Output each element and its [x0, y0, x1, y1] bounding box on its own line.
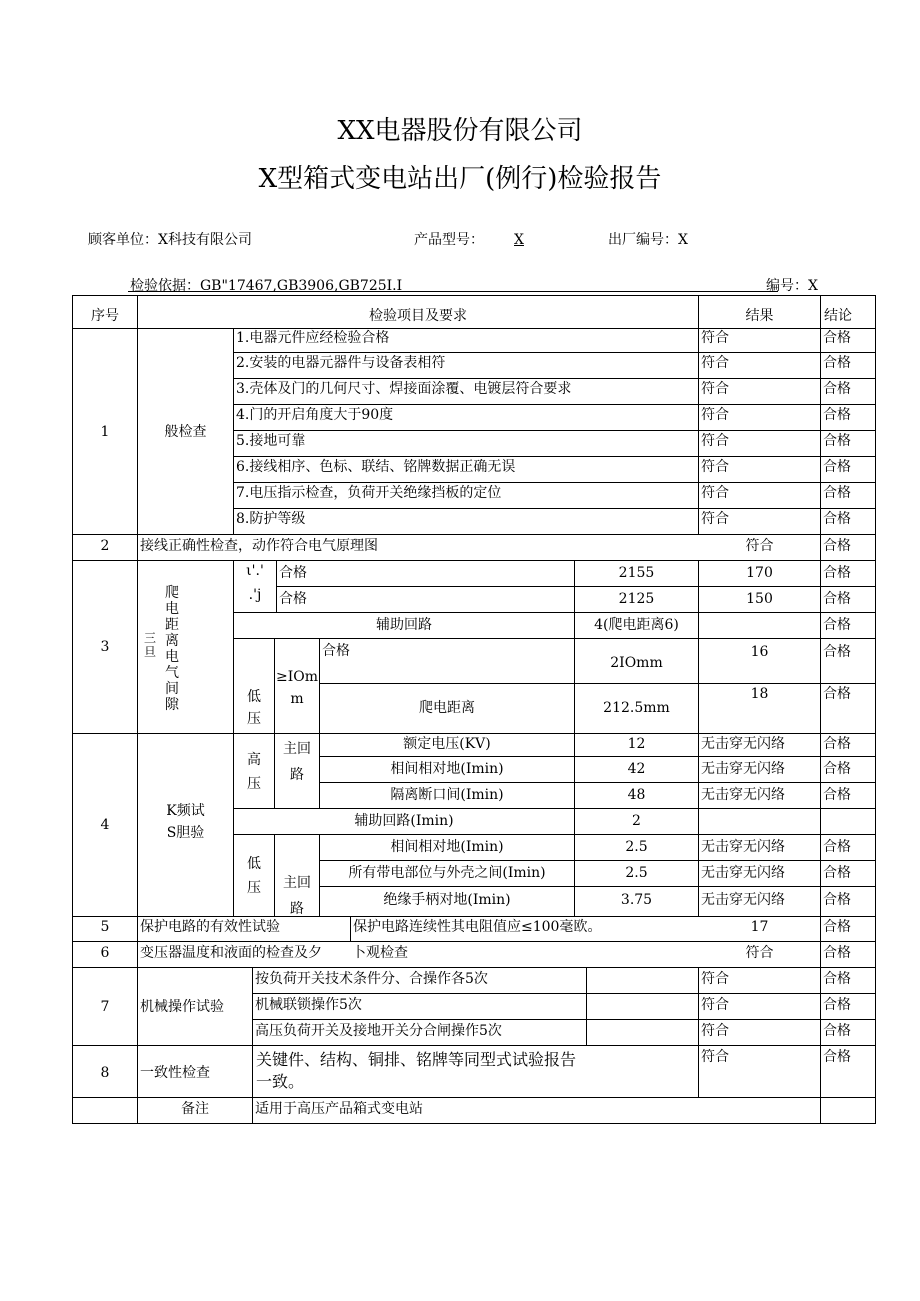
serial-label: 出厂编号： — [608, 232, 678, 248]
s4-hv-label: 相间相对地(Imin) — [390, 761, 504, 777]
s4-lv-label: 所有带电部位与外壳之间(Imin) — [348, 865, 546, 881]
s4-lv-label: 相间相对地(Imin) — [390, 839, 504, 855]
customer-value: X科技有限公司 — [158, 232, 252, 248]
s4-hv-value: 42 — [627, 761, 646, 777]
s1-conclusion: 合格 — [823, 433, 851, 449]
s7-conclusion: 合格 — [823, 1023, 851, 1039]
s3-sub-mark: .'j — [248, 587, 262, 603]
s3-name: 爬电距离电气间隙 — [165, 585, 179, 713]
s7-no: 7 — [100, 999, 110, 1015]
report-title: X型箱式变电站出厂(例行)检验报告 — [258, 164, 662, 194]
model-label: 产品型号： — [414, 232, 484, 248]
s4-hv-conclusion: 合格 — [823, 787, 851, 803]
s3-row-result: 18 — [750, 686, 769, 702]
s3-aux-conclusion: 合格 — [823, 617, 851, 633]
s7-item: 机械联锁操作5次 — [255, 997, 362, 1013]
s4-hv-conclusion: 合格 — [823, 761, 851, 777]
s2-conclusion: 合格 — [823, 538, 851, 554]
s4-hv-result: 无击穿无闪络 — [701, 736, 785, 752]
s5-requirement: 保护电路连续性其电阻值应≤100毫欧。 — [353, 919, 602, 935]
s1-result: 符合 — [701, 511, 729, 527]
s1-conclusion: 合格 — [823, 381, 851, 397]
s4-hv-label: 额定电压(KV) — [403, 736, 491, 752]
s4-lv-result: 无击穿无闪络 — [701, 892, 785, 908]
s1-result: 符合 — [701, 407, 729, 423]
number-label: 编号： — [766, 278, 808, 294]
serial-value: X — [678, 232, 688, 248]
s1-item: 7.电压指示检查，负荷开关绝缘挡板的定位 — [236, 485, 502, 501]
customer-label: 顾客单位： — [88, 232, 158, 248]
col-header-result: 结果 — [745, 308, 774, 324]
s4-low-voltage: 低压 — [247, 856, 261, 896]
s8-requirement: 关键件、结构、铜排、铭牌等同型式试验报告一致。 — [256, 1050, 577, 1091]
s3-row-result: 170 — [746, 565, 773, 581]
s1-result: 符合 — [701, 459, 729, 475]
s2-result: 符合 — [745, 538, 774, 554]
s3-row-conclusion: 合格 — [823, 591, 851, 607]
s4-hv-value: 12 — [627, 736, 646, 752]
s4-name-line1: K频试 — [166, 803, 205, 819]
s4-main-circuit: 主回路 — [283, 741, 311, 783]
company-title: XX电器股份有限公司 — [337, 116, 583, 146]
s5-no: 5 — [100, 919, 110, 935]
basis-label: 检验依据： — [130, 278, 200, 294]
s3-row-req: 2125 — [618, 591, 655, 607]
s4-lv-conclusion: 合格 — [823, 865, 851, 881]
number-value: X — [808, 278, 818, 294]
s3-condition: ≥IOmm — [275, 669, 318, 707]
remark-label: 备注 — [181, 1101, 209, 1117]
col-header-item: 检验项目及要求 — [369, 308, 467, 324]
s4-name-line2: S胆验 — [166, 825, 205, 841]
s1-conclusion: 合格 — [823, 485, 851, 501]
s3-aux-label: 辅助回路 — [376, 617, 432, 633]
s6-no: 6 — [100, 945, 110, 961]
s3-no: 3 — [100, 639, 110, 655]
s3-row-result: 16 — [750, 644, 769, 660]
s3-side-mark: 三旦 — [143, 631, 156, 659]
s4-hv-value: 48 — [627, 787, 646, 803]
remark-value: 适用于高压产品箱式变电站 — [255, 1101, 423, 1117]
s4-lv-result: 无击穿无闪络 — [701, 865, 785, 881]
s1-name: 般检查 — [164, 424, 207, 440]
s1-conclusion: 合格 — [823, 459, 851, 475]
model-value: X — [514, 232, 524, 248]
s3-low-voltage: 低压 — [247, 689, 261, 727]
s3-row-label: 爬电距离 — [419, 700, 475, 716]
s4-hv-result: 无击穿无闪络 — [701, 761, 785, 777]
s1-item: 5.接地可靠 — [236, 433, 306, 449]
s4-high-voltage: 高压 — [247, 752, 261, 792]
s1-result: 符合 — [701, 433, 729, 449]
serial-info — [608, 229, 688, 249]
s3-row-req: 2IOmm — [610, 655, 663, 671]
s4-no: 4 — [100, 817, 110, 833]
s2-no: 2 — [100, 538, 110, 554]
s3-row-req: 212.5mm — [603, 700, 670, 716]
s4-hv-label: 隔离断口间(Imin) — [390, 787, 504, 803]
s4-lv-label: 绝缘手柄对地(Imin) — [383, 892, 511, 908]
s3-row-label: 合格 — [279, 591, 307, 607]
model-info — [414, 229, 524, 249]
s7-conclusion: 合格 — [823, 997, 851, 1013]
s3-sub-mark: ι'.' — [246, 563, 264, 579]
s6-result: 符合 — [745, 945, 774, 961]
s5-name: 保护电路的有效性试验 — [140, 919, 280, 935]
s8-result: 符合 — [701, 1049, 729, 1065]
s8-no: 8 — [100, 1065, 110, 1081]
s6-name-continued: 卜观检查 — [352, 945, 408, 961]
s4-main-circuit: 主回路 — [283, 875, 311, 917]
s1-conclusion: 合格 — [823, 407, 851, 423]
s2-text: 接线正确性检查，动作符合电气原理图 — [140, 538, 378, 554]
col-header-no: 序号 — [91, 308, 119, 324]
s6-name: 变压器温度和液面的检查及夕 — [140, 945, 322, 961]
s5-conclusion: 合格 — [823, 919, 851, 935]
s1-result: 符合 — [701, 330, 729, 346]
basis-info — [130, 275, 402, 295]
s1-result: 符合 — [701, 381, 729, 397]
s4-lv-value: 3.75 — [620, 892, 653, 908]
s8-conclusion: 合格 — [823, 1049, 851, 1065]
s3-row-result: 150 — [746, 591, 773, 607]
s1-conclusion: 合格 — [823, 355, 851, 371]
s3-row-conclusion: 合格 — [823, 686, 851, 702]
col-header-conclusion: 结论 — [824, 308, 852, 324]
s1-result: 符合 — [701, 485, 729, 501]
s1-item: 1.电器元件应经检验合格 — [236, 330, 390, 346]
s4-lv-value: 2.5 — [625, 839, 648, 855]
s7-item: 按负荷开关技术条件分、合操作各5次 — [255, 971, 488, 987]
s1-result: 符合 — [701, 355, 729, 371]
s7-name: 机械操作试验 — [140, 999, 224, 1015]
s1-item: 6.接线相序、色标、联结、铭牌数据正确无误 — [236, 459, 516, 475]
s4-aux-value: 2 — [632, 813, 641, 829]
s1-item: 2.安装的电器元器件与设备表相符 — [236, 355, 446, 371]
s1-item: 4.门的开启角度大于90度 — [236, 407, 394, 423]
basis-underline — [128, 291, 778, 292]
s3-row-req: 2155 — [618, 565, 655, 581]
s1-conclusion: 合格 — [823, 511, 851, 527]
s4-hv-conclusion: 合格 — [823, 736, 851, 752]
s1-no: 1 — [100, 424, 110, 440]
s7-conclusion: 合格 — [823, 971, 851, 987]
s7-item: 高压负荷开关及接地开关分合闸操作5次 — [255, 1023, 502, 1039]
s8-name: 一致性检查 — [140, 1065, 210, 1081]
customer-info — [88, 229, 252, 249]
s3-row-label: 合格 — [279, 565, 307, 581]
s3-row-label: 合格 — [322, 643, 350, 659]
s7-result: 符合 — [701, 1023, 729, 1039]
s1-item: 8.防护等级 — [236, 511, 306, 527]
s4-lv-value: 2.5 — [625, 865, 648, 881]
s7-result: 符合 — [701, 971, 729, 987]
s5-result: 17 — [750, 919, 769, 935]
s7-result: 符合 — [701, 997, 729, 1013]
s4-lv-conclusion: 合格 — [823, 892, 851, 908]
basis-value: GB"17467,GB3906,GB725I.I — [200, 278, 403, 294]
number-info — [766, 275, 818, 295]
s4-aux-label: 辅助回路(Imin) — [354, 813, 454, 829]
s4-hv-result: 无击穿无闪络 — [701, 787, 785, 803]
s6-conclusion: 合格 — [823, 945, 851, 961]
s1-conclusion: 合格 — [823, 330, 851, 346]
s3-aux-req: 4(爬电距离6) — [594, 617, 679, 633]
s4-lv-result: 无击穿无闪络 — [701, 839, 785, 855]
s3-row-conclusion: 合格 — [823, 644, 851, 660]
s4-lv-conclusion: 合格 — [823, 839, 851, 855]
s1-item: 3.壳体及门的几何尺寸、焊接面涂覆、电镀层符合要求 — [236, 381, 572, 397]
s3-row-conclusion: 合格 — [823, 565, 851, 581]
